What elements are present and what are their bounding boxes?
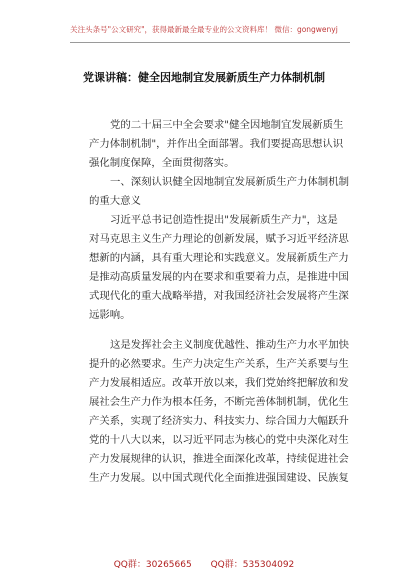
text-line: 对马克思主义生产力理论的创新发展，赋予习近平经济思 bbox=[89, 233, 349, 245]
document-body bbox=[89, 116, 351, 488]
text-line: 产关系，实现了经济实力、科技实力、综合国力大幅跃升 bbox=[89, 415, 349, 427]
text-line: 的重大意义 bbox=[89, 195, 141, 207]
text-line: 远影响。 bbox=[89, 309, 131, 321]
qq-group-1: QQ群：30265665 bbox=[113, 560, 192, 570]
footer-contact bbox=[0, 557, 408, 570]
header-notice: 关注头条号"公文研究"，获得最新最全最专业的公文资料库！ 微信：gongwenyj bbox=[70, 25, 338, 34]
text-line: 生产力发展。以中国式现代化全面推进强国建设、民族复 bbox=[89, 472, 349, 484]
text-line: 产力发展规律的认识，推进全面深化改革，持续促进社会 bbox=[89, 453, 349, 465]
qq-group-2: QQ群：535304092 bbox=[210, 560, 295, 570]
text-line: 一、深刻认识健全因地制宜发展新质生产力体制机制 bbox=[110, 176, 349, 188]
section-heading bbox=[89, 173, 351, 211]
text-line: 这是发挥社会主义制度优越性、推动生产力水平加快 bbox=[110, 339, 349, 351]
paragraph bbox=[89, 116, 351, 173]
text-line: 强化制度保障，全面贯彻落实。 bbox=[89, 157, 235, 169]
paragraph bbox=[89, 211, 351, 325]
document-title: 党课讲稿：健全因地制宜发展新质生产力体制机制 bbox=[83, 71, 325, 84]
text-line: 式现代化的重大战略举措，对我国经济社会发展将产生深 bbox=[89, 290, 349, 302]
text-line: 产力体制机制"，并作出全面部署。我们要提高思想认识 bbox=[89, 138, 344, 150]
text-line: 展社会生产力作为根本任务，不断完善体制机制，优化生 bbox=[89, 396, 349, 408]
text-line: 习近平总书记创造性提出"发展新质生产力"，这是 bbox=[110, 214, 338, 226]
text-line: 产力发展相适应。改革开放以来，我们党始终把解放和发 bbox=[89, 377, 349, 389]
text-line: 想新的内涵，具有重大理论和实践意义。发展新质生产力 bbox=[89, 252, 349, 264]
paragraph-spacer bbox=[89, 325, 351, 336]
text-line: 党的十八大以来，以习近平同志为核心的党中央深化对生 bbox=[89, 434, 349, 446]
text-line: 提升的必然要求。生产力决定生产关系，生产关系要与生 bbox=[89, 358, 349, 370]
text-line: 党的二十届三中全会要求"健全因地制宜发展新质生 bbox=[110, 119, 344, 131]
paragraph bbox=[89, 336, 351, 488]
text-line: 是推动高质量发展的内在要求和重要着力点，是推进中国 bbox=[89, 271, 349, 283]
header-divider bbox=[70, 42, 350, 43]
